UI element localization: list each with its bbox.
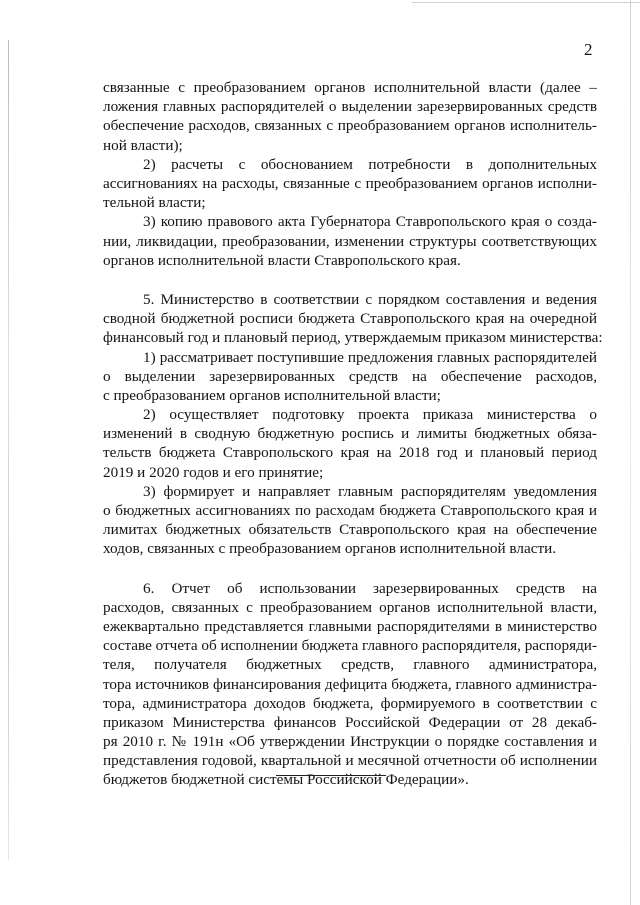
text-line: органов исполнительной власти Ставропольского края. — [103, 251, 461, 269]
text-line: ной власти); — [103, 136, 183, 154]
text-line: ежеквартально представляется главными распорядителями в министерство — [103, 617, 597, 635]
text-line: приказом Министерства финансов Российской Федерации от 28 декаб- — [103, 713, 597, 731]
text-line: сводной бюджетной росписи бюджета Ставропольского края на очередной — [103, 310, 597, 328]
scan-edge-top — [412, 2, 640, 3]
text-line: изменений в сводную бюджетную роспись и лимиты бюджетных обяза- — [103, 425, 597, 443]
end-of-document-divider — [276, 775, 386, 776]
text-line: нии, ликвидации, преобразовании, изменении структуры соответствующих — [103, 232, 597, 250]
text-line: тельств бюджета Ставропольского края на 2018 год и плановый период — [103, 444, 597, 462]
text-line: 1) рассматривает поступившие предложения главных распорядителей — [143, 348, 597, 366]
text-line: лимитах бюджетных обязательств Ставропольского края на обеспечение — [103, 521, 597, 539]
text-line: 2) расчеты с обоснованием потребности в дополнительных — [143, 155, 597, 173]
text-line: обеспечение расходов, связанных с преобразованием органов исполнитель- — [103, 117, 597, 135]
text-line: о бюджетных ассигнованиях по расходам бюджета Ставропольского края и — [103, 502, 597, 520]
page-number: 2 — [584, 40, 593, 59]
text-line: ассигнованиях на расходы, связанные с преобразованием органов исполни- — [103, 174, 597, 192]
section-5-item-3 — [103, 482, 597, 559]
text-line: финансовый год и плановый период, утверждаемым приказом министерства: — [103, 329, 603, 347]
text-line: представления годовой, квартальной и месячной отчетности об исполнении — [103, 752, 597, 770]
scan-edge-left — [8, 40, 9, 860]
text-line: 3) копию правового акта Губернатора Ставропольского края о созда- — [143, 213, 597, 231]
text-line: 3) формирует и направляет главным распорядителям уведомления — [143, 482, 597, 500]
text-line: бюджетов бюджетной системы Российской Федерации». — [103, 771, 469, 789]
text-line: ходов, связанных с преобразованием органов исполнительной власти. — [103, 540, 557, 558]
section-5-item-2 — [103, 405, 597, 482]
text-line: теля, получателя бюджетных средств, главного администратора, — [103, 656, 597, 674]
scan-edge-right — [630, 0, 631, 905]
section-5-intro — [103, 290, 603, 348]
paragraph-continuation — [103, 78, 597, 155]
text-line: составе отчета об исполнении бюджета главного распорядителя, распоряди- — [103, 637, 597, 655]
text-line: тора источников финансирования дефицита бюджета, главного администра- — [103, 675, 597, 693]
text-line: расходов, связанных с преобразованием органов исполнительной власти, — [103, 598, 597, 616]
text-line: связанные с преобразованием органов исполнительной власти (далее – — [103, 79, 597, 96]
section-6 — [103, 579, 597, 790]
paragraph-item-3 — [103, 212, 597, 270]
text-line: 5. Министерство в соответствии с порядком составления и ведения — [143, 290, 597, 308]
text-line: о выделении зарезервированных средств на обеспечение расходов, — [103, 367, 597, 385]
text-line: тора, администратора доходов бюджета, формируемого в соответствии с — [103, 694, 597, 712]
text-line: 2019 и 2020 годов и его принятие; — [103, 463, 324, 481]
document-body — [103, 78, 603, 790]
text-line: 2) осуществляет подготовку проекта приказа министерства о — [143, 406, 597, 424]
section-5-item-1 — [103, 348, 597, 406]
text-line: ложения главных распорядителей о выделении зарезервированных средств — [103, 98, 597, 116]
text-line: тельной власти; — [103, 194, 206, 212]
text-line: 6. Отчет об использовании зарезервированных средств на — [143, 579, 597, 597]
paragraph-item-2 — [103, 155, 597, 213]
text-line: ря 2010 г. № 191н «Об утверждении Инструкции о порядке составления и — [103, 733, 597, 751]
text-line: с преобразованием органов исполнительной власти; — [103, 386, 441, 404]
